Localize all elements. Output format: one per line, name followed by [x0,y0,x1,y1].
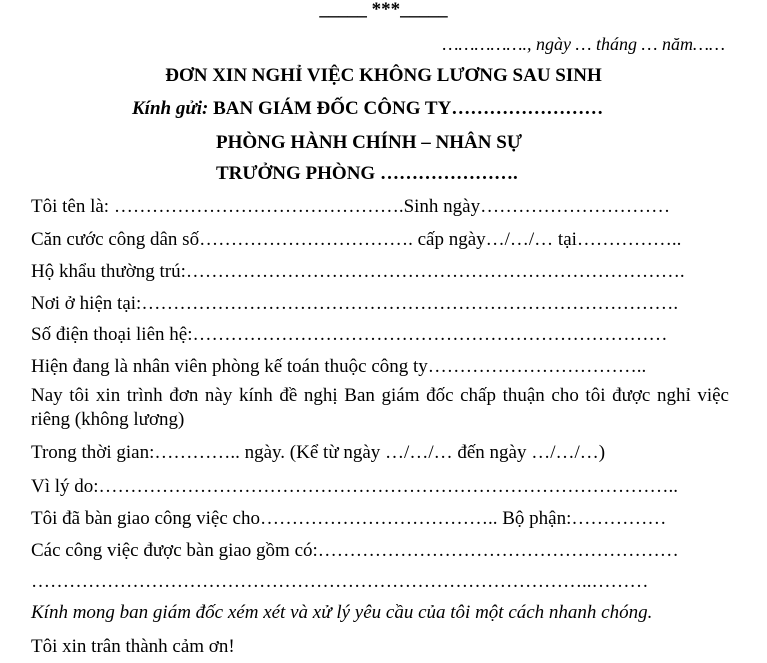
field-blank-line: ……………………………………………………………………………..……… [31,571,649,592]
closing-request: Kính mong ban giám đốc xém xét và xử lý yêu cầu của tôi một cách nhanh chóng. [31,602,653,623]
field-residence: Hộ khẩu thường trú:……………………………………………………………………. [31,261,685,282]
field-position: Hiện đang là nhân viên phòng kế toán thuộc công ty…………………………….. [31,356,647,377]
request-paragraph: Nay tôi xin trình đơn này kính đề nghị Ban giám đốc chấp thuận cho tôi được nghỉ việc riêng (không lương) [31,385,729,430]
field-id-card: Căn cước công dân số……………………………. cấp ngày…/…/… tại…………….. [31,229,682,250]
header-separator: _____ ***_____ [319,0,448,20]
field-phone: Số điện thoại liên hệ:………………………………………………………………… [31,324,668,345]
closing-thanks: Tôi xin trân thành cảm ơn! [31,636,235,657]
date-line: ……………., ngày … tháng … năm…… [442,34,725,54]
recipient-label: Kính gửi: [132,98,209,119]
field-duration: Trong thời gian:………….. ngày. (Kể từ ngày …/…/… đến ngày …/…/…) [31,442,606,463]
field-handover-items: Các công việc được bàn giao gồm có:………………………………………………… [31,540,679,561]
field-current-address: Nơi ở hiện tại:…………………………………………………………………………. [31,293,679,314]
recipient-department: PHÒNG HÀNH CHÍNH – NHÂN SỰ [216,132,522,153]
field-name: Tôi tên là: ……………………………………….Sinh ngày………………………… [31,196,671,217]
field-reason: Vì lý do:……………………………………………………………………………….. [31,476,679,497]
document-title: ĐƠN XIN NGHỈ VIỆC KHÔNG LƯƠNG SAU SINH [165,65,602,86]
recipient-company: BAN GIÁM ĐỐC CÔNG TY…………………… [208,98,604,119]
recipient-line [132,99,603,118]
recipient-head: TRƯỞNG PHÒNG …………………. [216,163,518,184]
field-handover: Tôi đã bàn giao công việc cho……………………………….. Bộ phận:…………… [31,508,667,529]
